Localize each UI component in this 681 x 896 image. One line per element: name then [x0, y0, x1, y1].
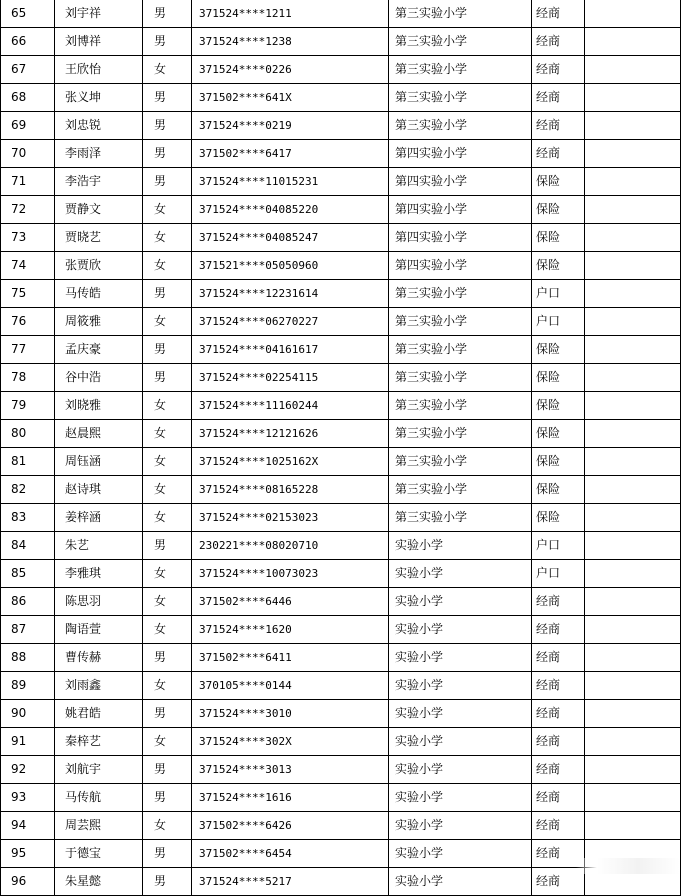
- id-number-cell: 371524****08165228: [192, 476, 389, 504]
- gender-cell: 男: [143, 784, 192, 812]
- student-name-cell: 贾晓艺: [55, 224, 143, 252]
- row-number-cell: 70: [1, 140, 55, 168]
- category-cell: 保险: [532, 448, 585, 476]
- remarks-cell: [585, 196, 681, 224]
- table-row: [1, 644, 681, 672]
- row-number-cell: 87: [1, 616, 55, 644]
- school-cell: 第三实验小学: [389, 112, 532, 140]
- category-cell: 经商: [532, 0, 585, 28]
- student-name-cell: 李雨泽: [55, 140, 143, 168]
- category-cell: 保险: [532, 420, 585, 448]
- id-number-cell: 371524****1620: [192, 616, 389, 644]
- id-number-cell: 371524****1211: [192, 0, 389, 28]
- category-cell: 户口: [532, 280, 585, 308]
- id-number-cell: 371524****1025162X: [192, 448, 389, 476]
- id-number-cell: 371524****11015231: [192, 168, 389, 196]
- gender-cell: 女: [143, 728, 192, 756]
- category-cell: 保险: [532, 336, 585, 364]
- row-number-cell: 84: [1, 532, 55, 560]
- id-number-cell: 371502****6417: [192, 140, 389, 168]
- student-name-cell: 曹传赫: [55, 644, 143, 672]
- table-row: [1, 420, 681, 448]
- category-cell: 经商: [532, 700, 585, 728]
- gender-cell: 女: [143, 224, 192, 252]
- gender-cell: 女: [143, 476, 192, 504]
- school-cell: 实验小学: [389, 728, 532, 756]
- id-number-cell: 371524****1616: [192, 784, 389, 812]
- category-cell: 户口: [532, 532, 585, 560]
- table-row: [1, 364, 681, 392]
- category-cell: 户口: [532, 308, 585, 336]
- row-number-cell: 79: [1, 392, 55, 420]
- category-cell: 经商: [532, 784, 585, 812]
- school-cell: 实验小学: [389, 588, 532, 616]
- row-number-cell: 67: [1, 56, 55, 84]
- id-number-cell: 371524****10073023: [192, 560, 389, 588]
- id-number-cell: 371524****02254115: [192, 364, 389, 392]
- table-row: [1, 0, 681, 28]
- remarks-cell: [585, 336, 681, 364]
- table-row: [1, 504, 681, 532]
- student-name-cell: 刘宇祥: [55, 0, 143, 28]
- id-number-cell: 371524****0226: [192, 56, 389, 84]
- gender-cell: 男: [143, 0, 192, 28]
- student-name-cell: 秦梓艺: [55, 728, 143, 756]
- row-number-cell: 73: [1, 224, 55, 252]
- row-number-cell: 86: [1, 588, 55, 616]
- row-number-cell: 78: [1, 364, 55, 392]
- remarks-cell: [585, 700, 681, 728]
- row-number-cell: 89: [1, 672, 55, 700]
- school-cell: 第三实验小学: [389, 28, 532, 56]
- remarks-cell: [585, 532, 681, 560]
- category-cell: 保险: [532, 168, 585, 196]
- remarks-cell: [585, 0, 681, 28]
- remarks-cell: [585, 112, 681, 140]
- row-number-cell: 94: [1, 812, 55, 840]
- id-number-cell: 371524****5217: [192, 868, 389, 896]
- table-row: [1, 532, 681, 560]
- student-name-cell: 李雅琪: [55, 560, 143, 588]
- gender-cell: 女: [143, 672, 192, 700]
- id-number-cell: 371524****12231614: [192, 280, 389, 308]
- category-cell: 经商: [532, 644, 585, 672]
- gender-cell: 男: [143, 756, 192, 784]
- school-cell: 第三实验小学: [389, 84, 532, 112]
- gender-cell: 女: [143, 616, 192, 644]
- school-cell: 实验小学: [389, 560, 532, 588]
- category-cell: 经商: [532, 840, 585, 868]
- remarks-cell: [585, 224, 681, 252]
- category-cell: 保险: [532, 504, 585, 532]
- table-row: [1, 168, 681, 196]
- gender-cell: 男: [143, 28, 192, 56]
- remarks-cell: [585, 168, 681, 196]
- student-name-cell: 马传航: [55, 784, 143, 812]
- id-number-cell: 371524****04161617: [192, 336, 389, 364]
- row-number-cell: 85: [1, 560, 55, 588]
- student-name-cell: 周筱雅: [55, 308, 143, 336]
- remarks-cell: [585, 252, 681, 280]
- row-number-cell: 82: [1, 476, 55, 504]
- category-cell: 经商: [532, 812, 585, 840]
- gender-cell: 女: [143, 308, 192, 336]
- student-name-cell: 孟庆豪: [55, 336, 143, 364]
- row-number-cell: 90: [1, 700, 55, 728]
- school-cell: 实验小学: [389, 840, 532, 868]
- id-number-cell: 230221****08020710: [192, 532, 389, 560]
- category-cell: 保险: [532, 252, 585, 280]
- student-name-cell: 刘航宇: [55, 756, 143, 784]
- student-name-cell: 朱星懿: [55, 868, 143, 896]
- id-number-cell: 371524****02153023: [192, 504, 389, 532]
- id-number-cell: 371524****3010: [192, 700, 389, 728]
- school-cell: 第四实验小学: [389, 196, 532, 224]
- gender-cell: 男: [143, 532, 192, 560]
- table-row: [1, 56, 681, 84]
- remarks-cell: [585, 560, 681, 588]
- remarks-cell: [585, 588, 681, 616]
- id-number-cell: 371524****04085220: [192, 196, 389, 224]
- school-cell: 第三实验小学: [389, 308, 532, 336]
- table-row: [1, 196, 681, 224]
- school-cell: 第三实验小学: [389, 448, 532, 476]
- remarks-cell: [585, 784, 681, 812]
- table-row: [1, 224, 681, 252]
- id-number-cell: 371502****6454: [192, 840, 389, 868]
- student-name-cell: 张贾欣: [55, 252, 143, 280]
- id-number-cell: 371524****3013: [192, 756, 389, 784]
- student-name-cell: 周钰涵: [55, 448, 143, 476]
- table-row: [1, 476, 681, 504]
- gender-cell: 男: [143, 112, 192, 140]
- remarks-cell: [585, 476, 681, 504]
- table-row: [1, 252, 681, 280]
- student-name-cell: 刘忠锐: [55, 112, 143, 140]
- row-number-cell: 69: [1, 112, 55, 140]
- category-cell: 经商: [532, 84, 585, 112]
- school-cell: 实验小学: [389, 868, 532, 896]
- table-row: [1, 392, 681, 420]
- category-cell: 经商: [532, 28, 585, 56]
- school-cell: 实验小学: [389, 812, 532, 840]
- id-number-cell: 371524****1238: [192, 28, 389, 56]
- student-name-cell: 刘晓雅: [55, 392, 143, 420]
- table-row: [1, 812, 681, 840]
- row-number-cell: 83: [1, 504, 55, 532]
- school-cell: 第三实验小学: [389, 420, 532, 448]
- row-number-cell: 80: [1, 420, 55, 448]
- gender-cell: 女: [143, 504, 192, 532]
- table-row: [1, 112, 681, 140]
- row-number-cell: 81: [1, 448, 55, 476]
- row-number-cell: 71: [1, 168, 55, 196]
- row-number-cell: 66: [1, 28, 55, 56]
- row-number-cell: 68: [1, 84, 55, 112]
- table-row: [1, 672, 681, 700]
- category-cell: 经商: [532, 112, 585, 140]
- id-number-cell: 371521****05050960: [192, 252, 389, 280]
- category-cell: 保险: [532, 476, 585, 504]
- student-name-cell: 谷中浩: [55, 364, 143, 392]
- school-cell: 实验小学: [389, 532, 532, 560]
- id-number-cell: 371502****6446: [192, 588, 389, 616]
- table-row: [1, 728, 681, 756]
- category-cell: 经商: [532, 588, 585, 616]
- school-cell: 第四实验小学: [389, 252, 532, 280]
- student-name-cell: 朱艺: [55, 532, 143, 560]
- school-cell: 第四实验小学: [389, 140, 532, 168]
- school-cell: 实验小学: [389, 700, 532, 728]
- category-cell: 经商: [532, 868, 585, 896]
- row-number-cell: 76: [1, 308, 55, 336]
- student-name-cell: 张义坤: [55, 84, 143, 112]
- student-name-cell: 李浩宇: [55, 168, 143, 196]
- school-cell: 第四实验小学: [389, 168, 532, 196]
- remarks-cell: [585, 280, 681, 308]
- gender-cell: 女: [143, 252, 192, 280]
- table-row: [1, 28, 681, 56]
- remarks-cell: [585, 392, 681, 420]
- id-number-cell: 371502****641X: [192, 84, 389, 112]
- remarks-cell: [585, 420, 681, 448]
- category-cell: 保险: [532, 196, 585, 224]
- remarks-cell: [585, 504, 681, 532]
- table-row: [1, 448, 681, 476]
- id-number-cell: 371524****0219: [192, 112, 389, 140]
- remarks-cell: [585, 644, 681, 672]
- school-cell: 实验小学: [389, 616, 532, 644]
- category-cell: 经商: [532, 728, 585, 756]
- gender-cell: 女: [143, 392, 192, 420]
- school-cell: 实验小学: [389, 756, 532, 784]
- table-row: [1, 336, 681, 364]
- remarks-cell: [585, 616, 681, 644]
- school-cell: 第三实验小学: [389, 280, 532, 308]
- table-row: [1, 560, 681, 588]
- gender-cell: 男: [143, 140, 192, 168]
- table-row: [1, 280, 681, 308]
- remarks-cell: [585, 364, 681, 392]
- remarks-cell: [585, 448, 681, 476]
- gender-cell: 女: [143, 56, 192, 84]
- gender-cell: 男: [143, 168, 192, 196]
- gender-cell: 男: [143, 700, 192, 728]
- school-cell: 第三实验小学: [389, 364, 532, 392]
- student-name-cell: 贾静文: [55, 196, 143, 224]
- table-row: [1, 140, 681, 168]
- category-cell: 经商: [532, 616, 585, 644]
- remarks-cell: [585, 756, 681, 784]
- gender-cell: 男: [143, 336, 192, 364]
- row-number-cell: 88: [1, 644, 55, 672]
- school-cell: 实验小学: [389, 644, 532, 672]
- student-name-cell: 刘雨鑫: [55, 672, 143, 700]
- student-name-cell: 陶语萱: [55, 616, 143, 644]
- category-cell: 经商: [532, 672, 585, 700]
- table-row: [1, 784, 681, 812]
- id-number-cell: 371524****12121626: [192, 420, 389, 448]
- remarks-cell: [585, 812, 681, 840]
- table-row: [1, 700, 681, 728]
- school-cell: 第三实验小学: [389, 56, 532, 84]
- school-cell: 第三实验小学: [389, 0, 532, 28]
- id-number-cell: 371502****6426: [192, 812, 389, 840]
- row-number-cell: 74: [1, 252, 55, 280]
- id-number-cell: 371502****6411: [192, 644, 389, 672]
- row-number-cell: 75: [1, 280, 55, 308]
- remarks-cell: [585, 672, 681, 700]
- remarks-cell: [585, 728, 681, 756]
- row-number-cell: 95: [1, 840, 55, 868]
- category-cell: 经商: [532, 756, 585, 784]
- remarks-cell: [585, 84, 681, 112]
- student-name-cell: 马传皓: [55, 280, 143, 308]
- category-cell: 户口: [532, 560, 585, 588]
- gender-cell: 男: [143, 644, 192, 672]
- student-name-cell: 王欣怡: [55, 56, 143, 84]
- student-name-cell: 陈思羽: [55, 588, 143, 616]
- gender-cell: 男: [143, 84, 192, 112]
- table-row: [1, 84, 681, 112]
- gender-cell: 男: [143, 840, 192, 868]
- student-name-cell: 赵诗琪: [55, 476, 143, 504]
- school-cell: 实验小学: [389, 672, 532, 700]
- scan-artifact: [576, 858, 680, 874]
- school-cell: 第三实验小学: [389, 336, 532, 364]
- id-number-cell: 371524****06270227: [192, 308, 389, 336]
- student-name-cell: 姜梓涵: [55, 504, 143, 532]
- student-name-cell: 于德宝: [55, 840, 143, 868]
- gender-cell: 男: [143, 868, 192, 896]
- school-cell: 实验小学: [389, 784, 532, 812]
- school-cell: 第四实验小学: [389, 224, 532, 252]
- id-number-cell: 371524****302X: [192, 728, 389, 756]
- id-number-cell: 370105****0144: [192, 672, 389, 700]
- category-cell: 经商: [532, 56, 585, 84]
- category-cell: 保险: [532, 392, 585, 420]
- gender-cell: 女: [143, 448, 192, 476]
- student-name-cell: 周芸熙: [55, 812, 143, 840]
- row-number-cell: 91: [1, 728, 55, 756]
- row-number-cell: 96: [1, 868, 55, 896]
- row-number-cell: 72: [1, 196, 55, 224]
- student-name-cell: 刘博祥: [55, 28, 143, 56]
- row-number-cell: 77: [1, 336, 55, 364]
- table-row: [1, 616, 681, 644]
- remarks-cell: [585, 308, 681, 336]
- gender-cell: 女: [143, 812, 192, 840]
- school-cell: 第三实验小学: [389, 504, 532, 532]
- gender-cell: 女: [143, 560, 192, 588]
- remarks-cell: [585, 28, 681, 56]
- row-number-cell: 93: [1, 784, 55, 812]
- remarks-cell: [585, 140, 681, 168]
- gender-cell: 女: [143, 588, 192, 616]
- table-row: [1, 588, 681, 616]
- category-cell: 保险: [532, 364, 585, 392]
- id-number-cell: 371524****11160244: [192, 392, 389, 420]
- id-number-cell: 371524****04085247: [192, 224, 389, 252]
- table-body: [1, 0, 681, 896]
- remarks-cell: [585, 56, 681, 84]
- table-row: [1, 756, 681, 784]
- row-number-cell: 92: [1, 756, 55, 784]
- category-cell: 保险: [532, 224, 585, 252]
- school-cell: 第三实验小学: [389, 476, 532, 504]
- school-cell: 第三实验小学: [389, 392, 532, 420]
- student-name-cell: 姚君皓: [55, 700, 143, 728]
- gender-cell: 男: [143, 280, 192, 308]
- category-cell: 经商: [532, 140, 585, 168]
- gender-cell: 男: [143, 364, 192, 392]
- student-name-cell: 赵晨熙: [55, 420, 143, 448]
- gender-cell: 女: [143, 196, 192, 224]
- row-number-cell: 65: [1, 0, 55, 28]
- gender-cell: 女: [143, 420, 192, 448]
- table-row: [1, 308, 681, 336]
